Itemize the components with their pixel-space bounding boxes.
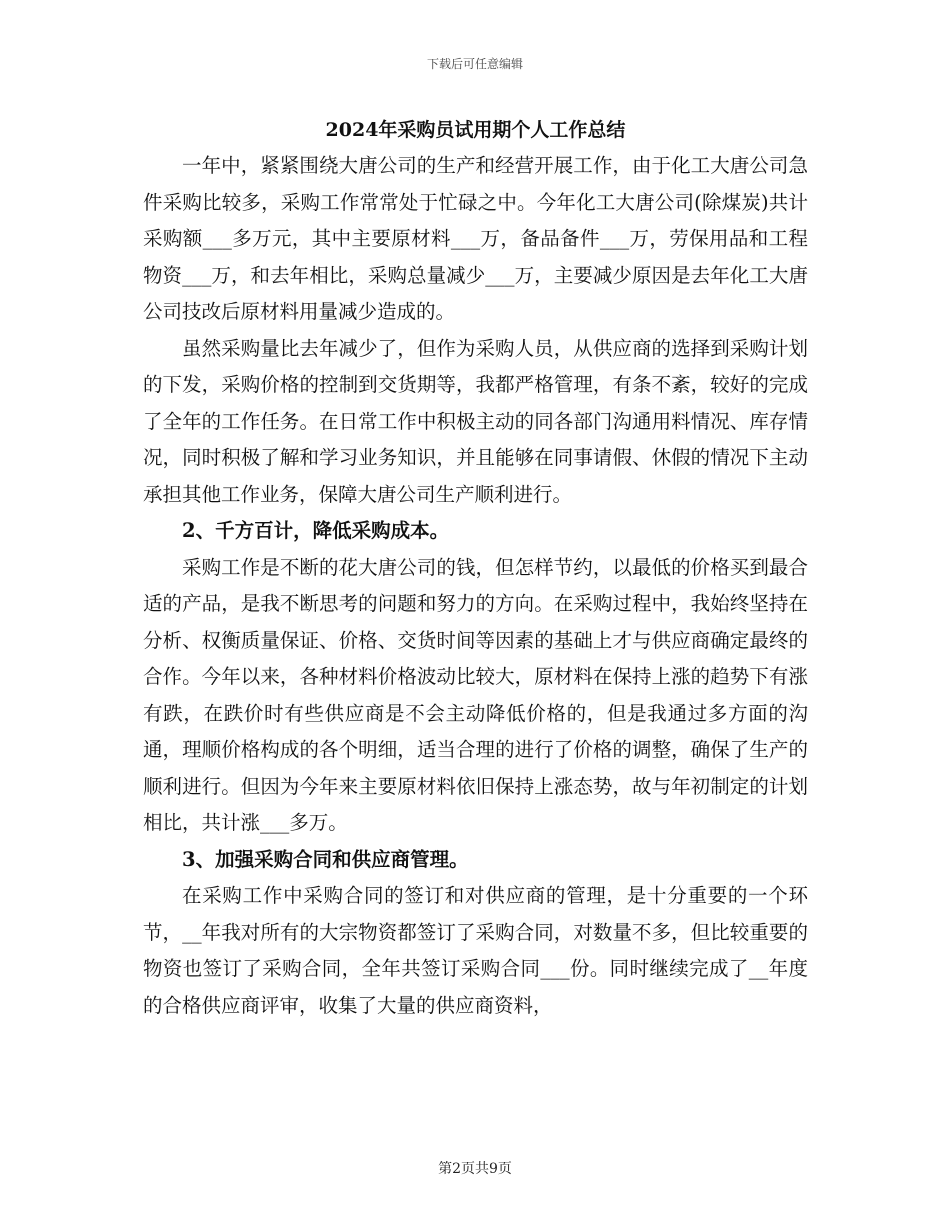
document-title: 2024年采购员试用期个人工作总结 xyxy=(325,119,626,141)
paragraph-4: 在采购工作中采购合同的签订和对供应商的管理，是十分重要的一个环节，__年我对所有的大宗物资都签订了采购合同，对数量不多，但比较重要的物资也签订了采购合同，全年共签订采购合同___份。同时继续完成了__年度的合格供应商评审，收集了大量的供应商资料， xyxy=(143,884,808,1017)
paragraph-2: 虽然采购量比去年减少了，但作为采购人员，从供应商的选择到采购计划的下发，采购价格的控制到交货期等，我都严格管理，有条不紊，较好的完成了全年的工作任务。在日常工作中积极主动的同各部门沟通用料情况、库存情况，同时积极了解和学习业务知识，并且能够在同事请假、休假的情况下主动承担其他工作业务，保障大唐公司生产顺利进行。 xyxy=(143,336,808,506)
section-heading-2: 2、千方百计，降低采购成本。 xyxy=(182,519,450,542)
paragraph-1: 一年中，紧紧围绕大唐公司的生产和经营开展工作，由于化工大唐公司急件采购比较多，采购工作常常处于忙碌之中。今年化工大唐公司(除煤炭)共计采购额___多万元，其中主要原材料___万，备品备件___万，劳保用品和工程物资___万，和去年相比，采购总量减少___万，主要减少原因是去年化工大唐公司技改后原材料用量减少造成的。 xyxy=(143,154,808,323)
paragraph-3: 采购工作是不断的花大唐公司的钱，但怎样节约，以最低的价格买到最合适的产品，是我不断思考的问题和努力的方向。在采购过程中，我始终坚持在分析、权衡质量保证、价格、交货时间等因素的基础上才与供应商确定最终的合作。今年以来，各种材料价格波动比较大，原材料在保持上涨的趋势下有涨有跌，在跌价时有些供应商是不会主动降低价格的，但是我通过多方面的沟通，理顺价格构成的各个明细，适当合理的进行了价格的调整，确保了生产的顺利进行。但因为今年来主要原材料依旧保持上涨态势，故与年初制定的计划相比，共计涨___多万。 xyxy=(143,555,808,834)
section-heading-3: 3、加强采购合同和供应商管理。 xyxy=(182,847,469,871)
page-number: 第2页共9页 xyxy=(438,1161,512,1177)
document-body xyxy=(143,112,808,1024)
header-note: 下载后可任意编辑 xyxy=(426,57,523,71)
